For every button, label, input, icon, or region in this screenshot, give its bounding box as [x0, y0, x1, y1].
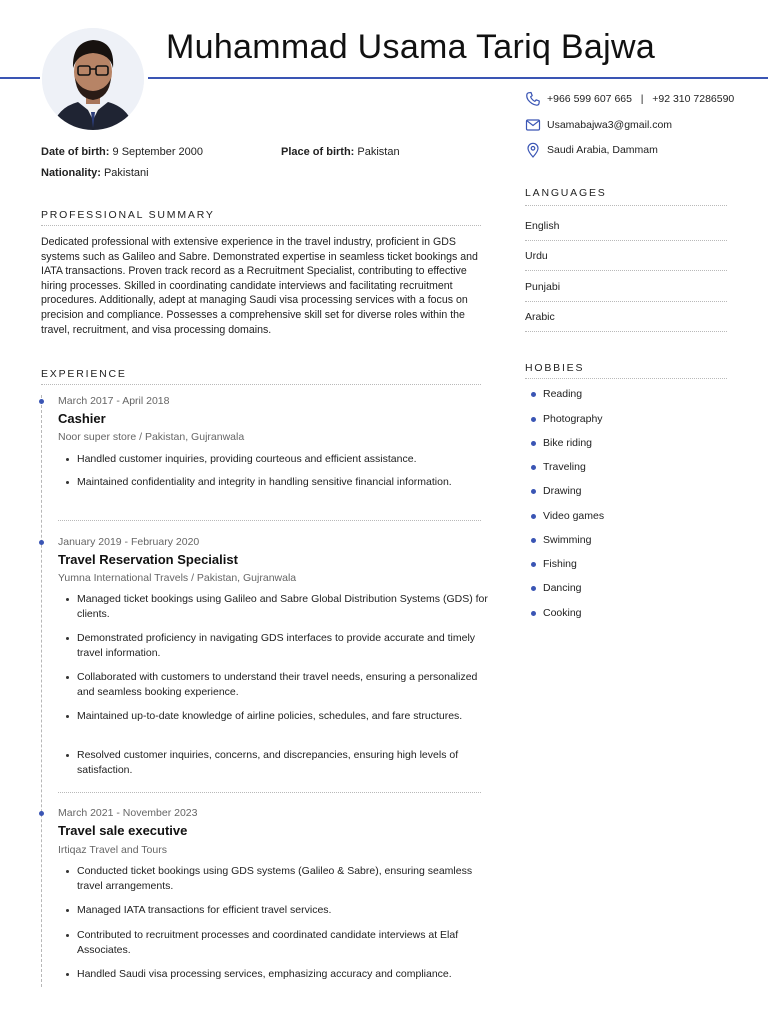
- job-title: Travel sale executive: [58, 823, 188, 838]
- job-bullet-text: Contributed to recruitment processes and coordinated candidate interviews at Elaf Associates.: [77, 929, 459, 956]
- hobby-label: Swimming: [543, 534, 592, 546]
- place-of-birth: [281, 146, 400, 158]
- profile-photo: [42, 28, 144, 130]
- job-bullet-text: Managed IATA transactions for efficient travel services.: [77, 904, 332, 916]
- language-item: Arabic: [525, 311, 555, 323]
- job-date: March 2021 - November 2023: [58, 807, 198, 819]
- summary-text: Dedicated professional with extensive experience in the travel industry, proficient in GDS systems such as Galileo and Sabre. Demonstrated expertise in seamless ticket bookings and IATA transactions. Proven track record as a Recruitment Specialist, contributing to effective hiring processes. Skilled in coordinating candidate interviews and facilitating recruitment procedures. Additionally, adept at managing Saudi visa processing services with a focus on precision and compliance. Possesses a comprehensive skill set for diverse roles within the travel, recruitment, and visa processing domains.: [41, 236, 478, 336]
- job-bullet: [66, 452, 491, 467]
- hobby-label: Bike riding: [543, 437, 593, 449]
- hobby-label: Photography: [543, 413, 603, 425]
- timeline-line: [41, 395, 42, 987]
- job-bullet: [66, 928, 491, 958]
- phone-primary: +966 599 607 665: [547, 93, 632, 105]
- hobby-label: Reading: [543, 388, 583, 400]
- job-bullet-text: Handled Saudi visa processing services, emphasizing accuracy and compliance.: [77, 968, 452, 980]
- languages-divider: [525, 205, 727, 206]
- nationality-value: Pakistani: [103, 167, 149, 179]
- job-bullet-text: Demonstrated proficiency in navigating GDS interfaces to provide accurate and timely travel information.: [77, 632, 476, 659]
- hobby-label: Drawing: [543, 485, 582, 497]
- job-bullet: [66, 967, 491, 982]
- location-text: Saudi Arabia, Dammam: [547, 144, 658, 156]
- job-bullet: [66, 748, 491, 778]
- job-bullet: [66, 864, 491, 894]
- pob-value: Pakistan: [357, 146, 400, 158]
- job-bullet: [66, 670, 491, 700]
- job-date: January 2019 - February 2020: [58, 536, 200, 548]
- job-bullet: [66, 631, 491, 661]
- language-divider: [525, 331, 727, 332]
- job-divider: [58, 792, 481, 793]
- hobbies-heading: HOBBIES: [525, 362, 585, 374]
- phone-secondary: +92 310 7286590: [652, 93, 735, 105]
- summary-divider: [41, 225, 481, 226]
- job-date: March 2017 - April 2018: [58, 395, 170, 407]
- timeline-dot: [39, 399, 44, 404]
- hobby-label: Traveling: [543, 461, 586, 473]
- timeline-dot: [39, 540, 44, 545]
- phone-separator: |: [640, 93, 644, 105]
- summary-heading: PROFESSIONAL SUMMARY: [41, 209, 215, 221]
- nationality: [41, 167, 149, 179]
- mail-icon: [525, 117, 541, 133]
- language-item: English: [525, 220, 560, 232]
- job-company: Yumna International Travels / Pakistan, Gujranwala: [58, 572, 297, 584]
- timeline-dot: [39, 811, 44, 816]
- job-bullet-text: Conducted ticket bookings using GDS systems (Galileo & Sabre), ensuring seamless travel arrangements.: [77, 865, 473, 892]
- hobbies-divider: [525, 378, 727, 379]
- job-bullet: [66, 592, 491, 622]
- job-bullet: [66, 903, 491, 918]
- job-bullet-text: Maintained up-to-date knowledge of airline policies, schedules, and fare structures.: [77, 710, 463, 722]
- job-bullet-text: Resolved customer inquiries, concerns, and discrepancies, ensuring high levels of satisfaction.: [77, 749, 459, 776]
- phone-icon: [525, 91, 541, 107]
- hobby-label: Dancing: [543, 582, 582, 594]
- job-bullet-text: Collaborated with customers to understand their travel needs, ensuring a personalized and seamless booking experience.: [77, 671, 478, 698]
- language-item: Urdu: [525, 250, 548, 262]
- date-of-birth: [41, 146, 203, 158]
- languages-heading: LANGUAGES: [525, 187, 607, 199]
- hobby-label: Fishing: [543, 558, 577, 570]
- job-bullet: [66, 709, 491, 724]
- job-divider: [58, 520, 481, 521]
- dob-label: Date of birth:: [41, 146, 110, 158]
- experience-heading: EXPERIENCE: [41, 368, 127, 380]
- job-bullet-text: Managed ticket bookings using Galileo and Sabre Global Distribution Systems (GDS) for clients.: [77, 593, 488, 620]
- experience-divider: [41, 384, 481, 385]
- language-divider: [525, 270, 727, 271]
- job-title: Cashier: [58, 411, 106, 426]
- job-bullet-text: Handled customer inquiries, providing courteous and efficient assistance.: [77, 453, 417, 465]
- phone-text: [547, 93, 734, 105]
- job-company: Noor super store / Pakistan, Gujranwala: [58, 431, 245, 443]
- job-company: Irtiqaz Travel and Tours: [58, 844, 167, 856]
- language-divider: [525, 301, 727, 302]
- email-text: Usamabajwa3@gmail.com: [547, 119, 673, 131]
- job-bullet: [66, 475, 491, 490]
- job-title: Travel Reservation Specialist: [58, 552, 238, 567]
- location-pin-icon: [525, 142, 541, 158]
- candidate-name: Muhammad Usama Tariq Bajwa: [166, 28, 656, 66]
- language-divider: [525, 240, 727, 241]
- dob-value: 9 September 2000: [112, 146, 204, 158]
- job-bullet-text: Maintained confidentiality and integrity in handling sensitive financial information.: [77, 476, 452, 488]
- hobby-label: Cooking: [543, 607, 582, 619]
- hobby-label: Video games: [543, 510, 605, 522]
- language-item: Punjabi: [525, 281, 561, 293]
- pob-label: Place of birth:: [281, 146, 355, 158]
- nationality-label: Nationality:: [41, 167, 101, 179]
